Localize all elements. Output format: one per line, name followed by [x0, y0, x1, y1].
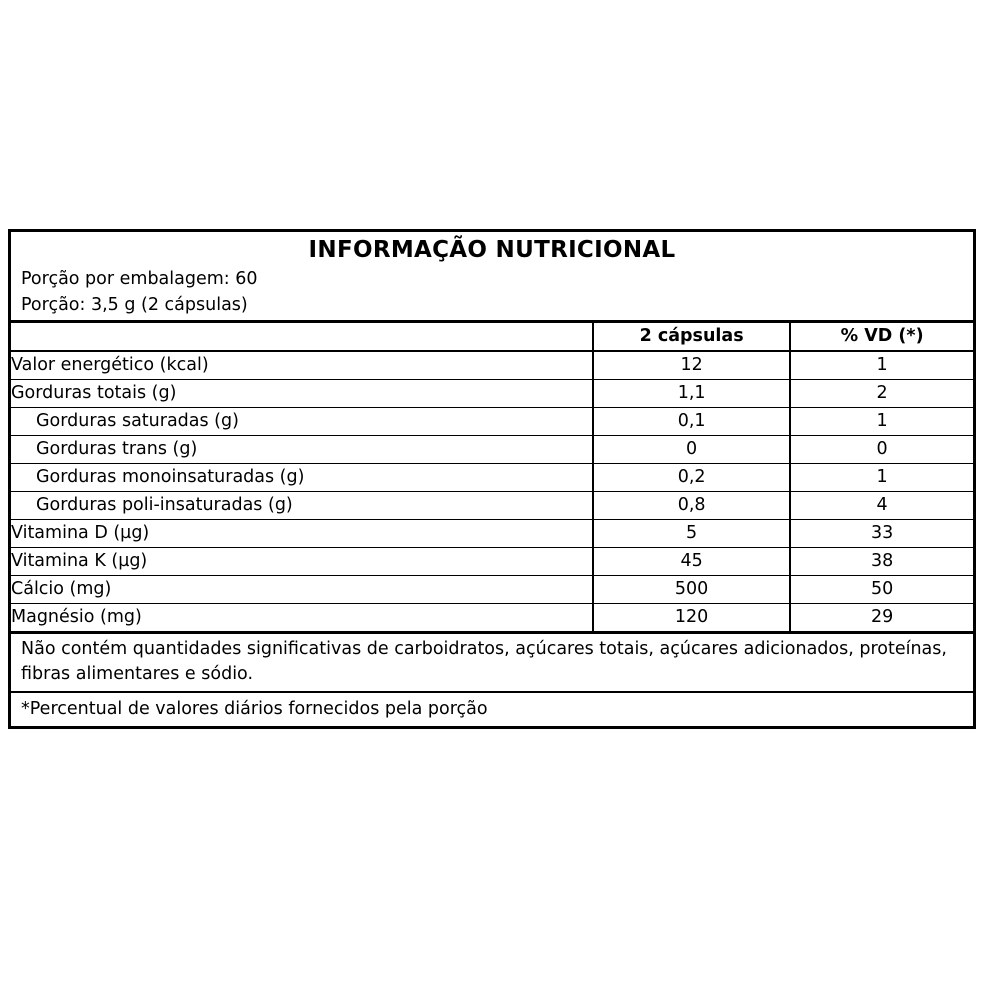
nutrition-facts-panel	[8, 229, 976, 729]
table-row	[11, 436, 973, 464]
nutrient-dv: 1	[790, 408, 973, 436]
table-row	[11, 380, 973, 408]
nutrient-name: Vitamina K (µg)	[11, 548, 593, 576]
nutrient-name: Gorduras saturadas (g)	[11, 408, 593, 436]
nutrient-amount: 0,1	[593, 408, 790, 436]
table-row	[11, 408, 973, 436]
nutrient-amount: 45	[593, 548, 790, 576]
nutrient-name: Valor energético (kcal)	[11, 351, 593, 380]
nutrient-name: Magnésio (mg)	[11, 604, 593, 633]
nutrient-dv: 0	[790, 436, 973, 464]
note-line-1: Não contém quantidades significativas de carboidratos, açúcares totais, açúcares adicionados, proteínas,	[21, 639, 947, 660]
portions-per-package: Porção por embalagem: 60	[21, 269, 258, 290]
nutrient-dv: 33	[790, 520, 973, 548]
nutrient-dv: 4	[790, 492, 973, 520]
column-header-amount: 2 cápsulas	[593, 322, 790, 352]
nutrient-dv: 2	[790, 380, 973, 408]
nutrition-table	[11, 320, 973, 634]
table-header-row	[11, 322, 973, 352]
nutrient-amount: 5	[593, 520, 790, 548]
footnotes	[11, 634, 973, 726]
daily-values-note: *Percentual de valores diários fornecidos pela porção	[21, 698, 488, 719]
nutrient-dv: 1	[790, 351, 973, 380]
nutrient-name: Vitamina D (µg)	[11, 520, 593, 548]
table-row	[11, 464, 973, 492]
panel-title: INFORMAÇÃO NUTRICIONAL	[308, 237, 676, 263]
nutrient-name: Gorduras poli-insaturadas (g)	[11, 492, 593, 520]
nutrient-dv: 38	[790, 548, 973, 576]
table-body	[11, 351, 973, 633]
portion-info	[11, 267, 973, 320]
nutrient-amount: 0	[593, 436, 790, 464]
nutrient-name: Gorduras monoinsaturadas (g)	[11, 464, 593, 492]
table-row	[11, 576, 973, 604]
nutrient-amount: 0,2	[593, 464, 790, 492]
nutrient-name: Gorduras totais (g)	[11, 380, 593, 408]
table-row	[11, 548, 973, 576]
nutrient-name: Gorduras trans (g)	[11, 436, 593, 464]
insignificant-amounts-note	[11, 634, 973, 693]
nutrient-name: Cálcio (mg)	[11, 576, 593, 604]
nutrient-amount: 12	[593, 351, 790, 380]
column-header-dv: % VD (*)	[790, 322, 973, 352]
table-row	[11, 604, 973, 633]
table-header	[11, 322, 973, 352]
table-row	[11, 351, 973, 380]
table-row	[11, 492, 973, 520]
note-line-2: fibras alimentares e sódio.	[21, 663, 254, 684]
nutrient-amount: 500	[593, 576, 790, 604]
nutrient-dv: 1	[790, 464, 973, 492]
nutrient-amount: 120	[593, 604, 790, 633]
nutrient-amount: 1,1	[593, 380, 790, 408]
portion-size: Porção: 3,5 g (2 cápsulas)	[21, 294, 248, 315]
nutrient-dv: 29	[790, 604, 973, 633]
column-header-nutrient	[11, 322, 593, 352]
nutrient-amount: 0,8	[593, 492, 790, 520]
table-row	[11, 520, 973, 548]
nutrient-dv: 50	[790, 576, 973, 604]
